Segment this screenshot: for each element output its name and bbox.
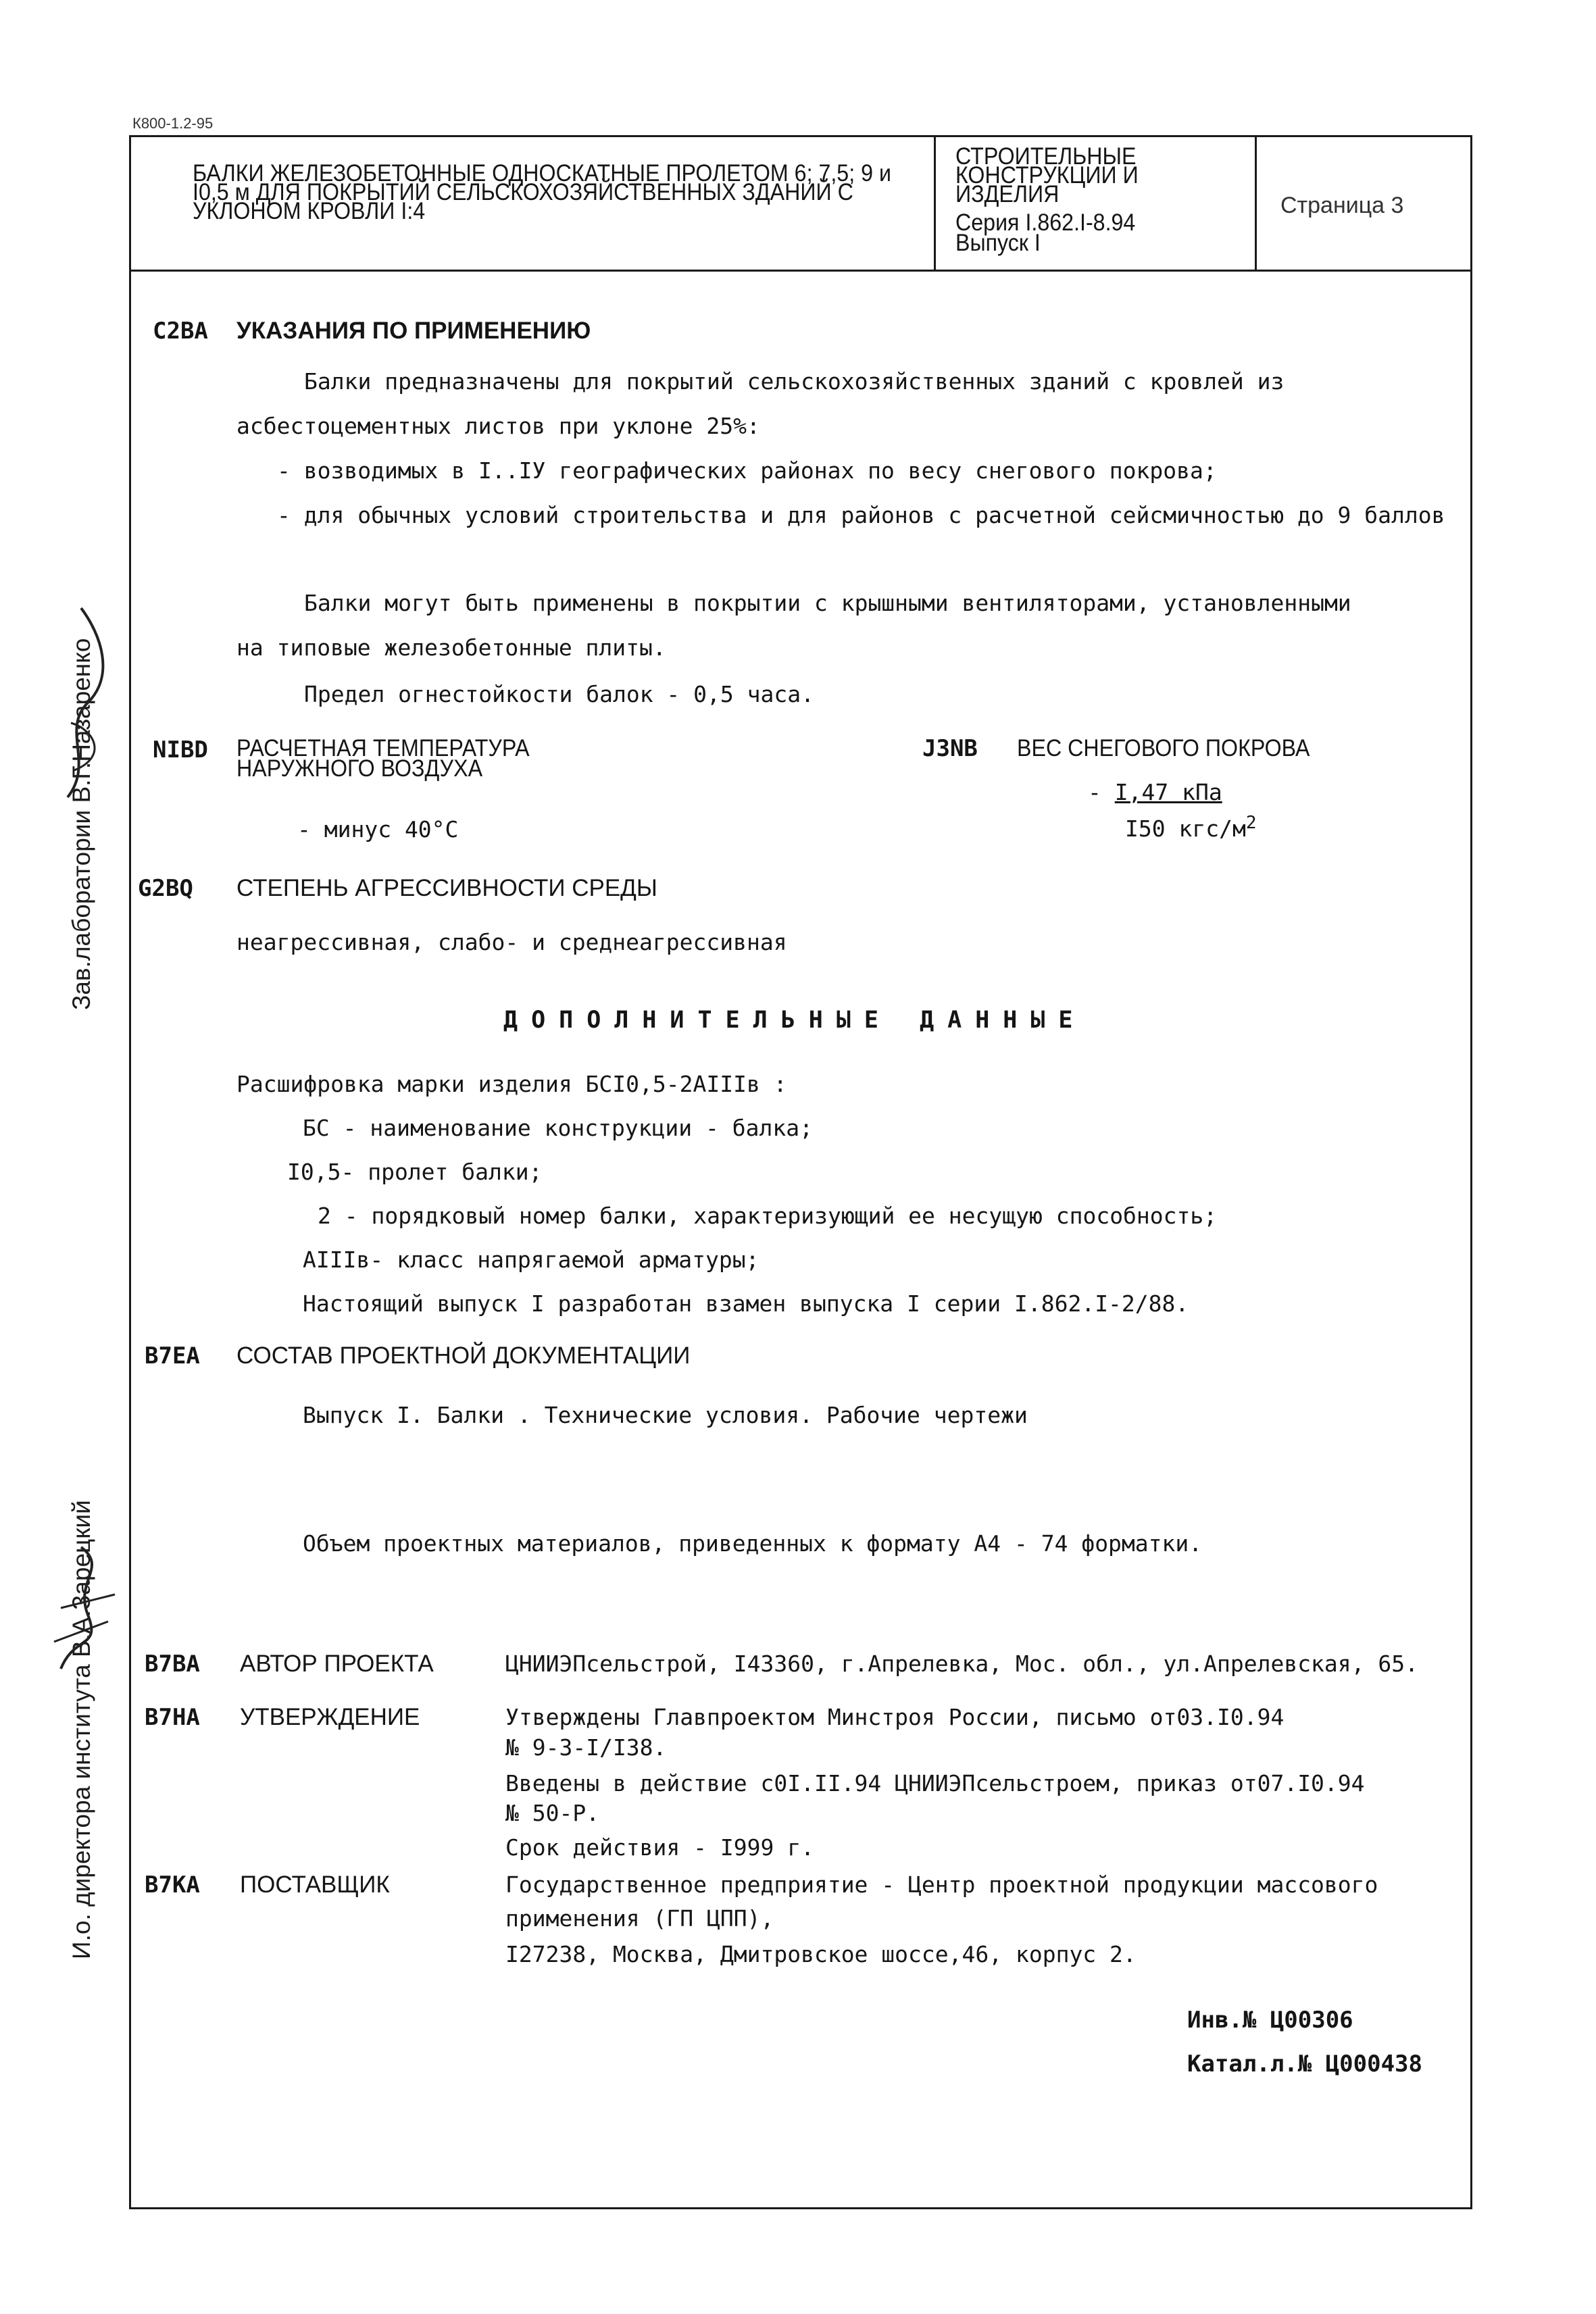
page-number: Страница 3 — [1280, 193, 1404, 218]
handwritten-signature-2 — [47, 1540, 122, 1676]
composition-volume: Объем проектных материалов, приведенных к формату А4 - 74 форматки. — [303, 1530, 1203, 1557]
section-title: УТВЕРЖДЕНИЕ — [240, 1704, 420, 1730]
section-title: УКАЗАНИЯ ПО ПРИМЕНЕНИЮ — [236, 318, 591, 344]
inventory-number: Инв.№ Ц00306 — [1187, 2007, 1353, 2034]
section-title: РАСЧЕТНАЯ ТЕМПЕРАТУРА — [236, 735, 530, 761]
aggressiveness-value: неагрессивная, слабо- и среднеагрессивная — [236, 929, 787, 955]
catalog-number: Катал.л.№ Ц000438 — [1187, 2051, 1422, 2078]
additional-title: ДОПОЛНИТЕЛЬНЫЕ ДАННЫЕ — [503, 1007, 1087, 1034]
section-code: B7EA — [145, 1342, 200, 1369]
section-code: J3NB — [922, 735, 978, 762]
section-title: СТЕПЕНЬ АГРЕССИВНОСТИ СРЕДЫ — [236, 875, 657, 901]
handwritten-signature-1 — [54, 595, 115, 811]
header-divider — [129, 270, 1472, 272]
section-title: СОСТАВ ПРОЕКТНОЙ ДОКУМЕНТАЦИИ — [236, 1342, 691, 1369]
signature-director: И.о. директора института В.А.Зарецкий — [68, 1500, 95, 1959]
section-code: B7HA — [145, 1704, 200, 1731]
signature-lab-head: Зав.лаборатории В.Г.Назаренко — [68, 638, 95, 1010]
section-code: G2BQ — [138, 875, 193, 902]
snow-kpa: - I,47 кПа — [1088, 779, 1222, 805]
header-column-divider — [934, 135, 936, 270]
section-title: ВЕС СНЕГОВОГО ПОКРОВА — [1017, 735, 1310, 761]
snow-kgf: I50 кгс/$м^2$ — [1125, 813, 1257, 842]
header-column-divider — [1255, 135, 1257, 270]
composition-issue: Выпуск I. Балки . Технические условия. Рабочие чертежи — [303, 1402, 1028, 1428]
section-code: C2BA — [153, 318, 208, 345]
section-title: НАРУЖНОГО ВОЗДУХА — [236, 755, 483, 782]
section-title: ПОСТАВЩИК — [240, 1871, 390, 1898]
section-code: B7BA — [145, 1651, 200, 1678]
temperature-value: - минус 40°С — [297, 816, 459, 842]
document-code: К800-1.2-95 — [132, 115, 214, 132]
section-code: B7KA — [145, 1871, 200, 1898]
section-code: NIBD — [153, 736, 208, 763]
section-title: АВТОР ПРОЕКТА — [240, 1651, 434, 1677]
author-value: ЦНИИЭПсельстрой, I43360, г.Апрелевка, Мос. обл., ул.Апрелевская, 65. — [505, 1651, 1419, 1677]
